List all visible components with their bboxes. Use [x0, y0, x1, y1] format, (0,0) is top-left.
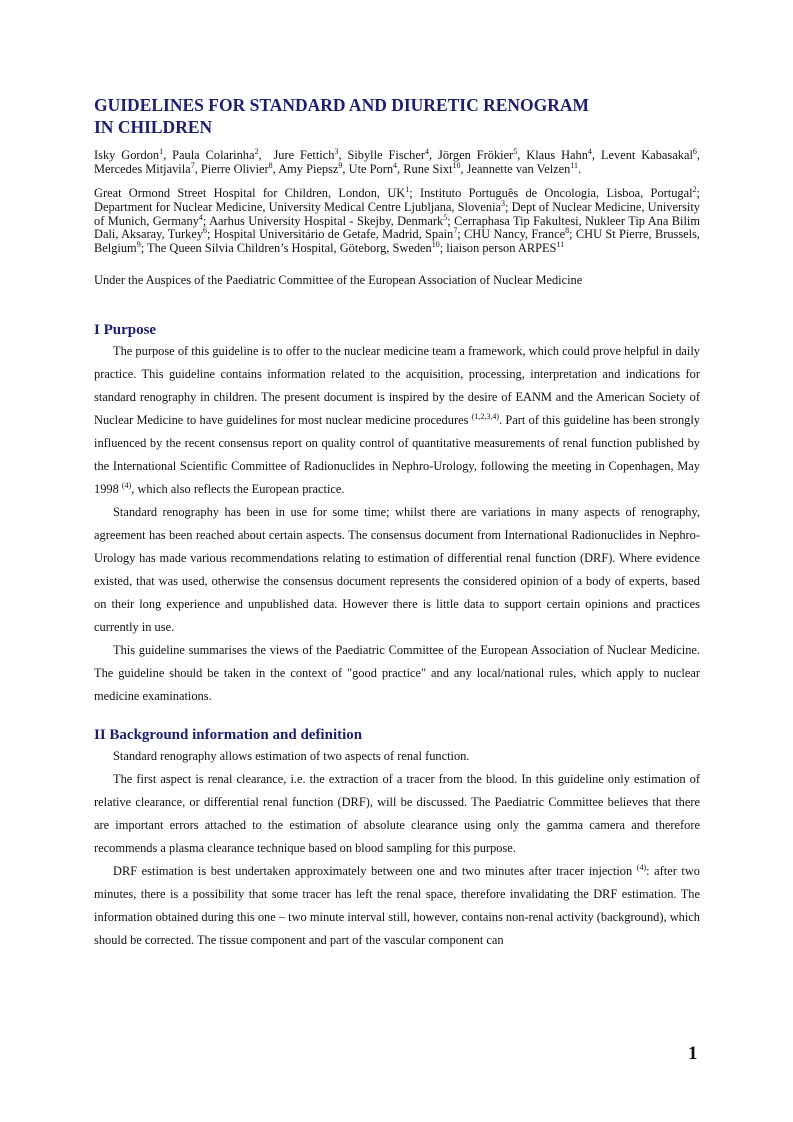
- affiliation-list: [94, 184, 704, 256]
- affiliation: Great Ormond Street Hospital for Children, London, $UK^1$;: [94, 184, 420, 200]
- author: Jörgen Frökier$^5$,: [438, 146, 527, 162]
- affiliation: Hospital Universitário de Getafe, Madrid, Spain$^7$;: [213, 226, 465, 242]
- author: Klaus Hahn$^4$,: [526, 146, 601, 162]
- auspices-note: Under the Auspices of the Paediatric Committee of the European Association of Nuclear Medicine: [94, 272, 583, 287]
- citation: (1,2,3,4): [471, 411, 500, 421]
- paragraph: The first aspect is renal clearance, i.e. the extraction of a tracer from the blood. In this guideline only estimation of relative clearance, or differential renal function (DRF), will be discussed. The Paediatric Committee believes that there are important errors attached to the estimation of absolute clearance using only the gamma camera and therefore recommends a plasma clearance technique based on blood sampling for this purpose.: [94, 771, 700, 855]
- author-list: [94, 146, 704, 176]
- page-number: 1: [688, 1043, 698, 1064]
- affiliation: Instituto Português de Oncologia, Lisboa, Portugal$^2$;: [419, 184, 704, 200]
- author: Amy Piepsz$^9$,: [278, 160, 349, 176]
- paragraph: Standard renography allows estimation of two aspects of renal function.: [113, 748, 470, 763]
- paragraph: DRF estimation is best undertaken approximately between one and two minutes after tracer injection $^{(4)}$: after two minutes, there is a possibility that some tracer has left the renal space, therefore invalidating the DRF estimation. The information obtained during this one – two minute interval still, however, contains non-renal activity (background), which should be corrected. The tissue component and part of the vascular component can: [94, 862, 700, 947]
- author: Jure Fettich$^3$,: [273, 146, 348, 162]
- citation: (4): [121, 480, 132, 490]
- affiliation: liaison person ARPES$^{11}$: [446, 240, 565, 256]
- document-page: [94, 94, 704, 952]
- affiliation: Department for Nuclear Medicine, University Medical Centre Ljubljana, Slovenia$^3$;: [94, 198, 512, 214]
- affiliation: Aarhus University Hospital - Skejby, Denmark$^5$;: [209, 212, 455, 228]
- author: Mercedes Mitjavila$^7$,: [94, 160, 201, 176]
- author: Paula Colarinha$^2$,: [172, 146, 274, 162]
- citation: (4): [636, 862, 647, 872]
- affiliation: CHU Nancy, France$^8$;: [464, 226, 576, 242]
- author: Pierre Olivier$^8$,: [200, 160, 279, 176]
- author: Rune Sixt$^{10}$,: [403, 160, 467, 176]
- affiliation: The Queen Silvia Children’s Hospital, Göteborg, Sweden$^{10}$;: [147, 240, 447, 256]
- author: Sibylle Fischer$^4$,: [347, 146, 438, 162]
- paragraph: The purpose of this guideline is to offer to the nuclear medicine team a framework, which could prove helpful in daily practice. This guideline contains information related to the acquisition, processing, interpretation and indications for standard renography in children. The present document is inspired by the desire of EANM and the American Society of Nuclear Medicine to have guidelines for most nuclear medicine procedures $^{(1,2,3,4)}$. Part of this guideline has been strongly influenced by the recent consensus report on quality control of quantitative measurements of renal function published by the International Scientific Committee of Radionuclides in Nephro-Urology, following the meeting in Copenhagen, May 1998 $^{(4)}$, which also reflects the European practice.: [94, 343, 700, 496]
- section-heading-background: II Background information and definition: [94, 726, 363, 743]
- paragraph: This guideline summarises the views of the Paediatric Committee of the European Association of Nuclear Medicine. The guideline should be taken in the context of "good practice" and any local/national rules, which apply to nuclear medicine examinations.: [94, 642, 700, 703]
- affiliation: CHU St Pierre, Brussels, Belgium$^9$;: [94, 227, 701, 256]
- section-heading-purpose: I Purpose: [94, 321, 157, 338]
- author: Isky Gordon$^1$,: [94, 146, 173, 162]
- author: Jeannette van Velzen$^{11}$.: [466, 160, 582, 176]
- affiliation: Cerraphasa Tip Fakultesi, Nukleer Tip Ana Bilim Dali, Aksaray, Turkey$^6$;: [94, 213, 701, 242]
- author: Ute Porn$^4$,: [348, 160, 404, 176]
- document-title: GUIDELINES FOR STANDARD AND DIURETIC RENOGRAM IN CHILDREN: [94, 95, 590, 137]
- affiliation: Dept of Nuclear Medicine, University of Munich, Germany$^4$;: [94, 199, 700, 228]
- author: Levent Kabasakal$^6$,: [600, 146, 704, 162]
- paragraph: Standard renography has been in use for some time; whilst there are variations in many aspects of renography, agreement has been reached about certain aspects. The consensus document from International Radionuclides in Nephro-Urology has made various recommendations relating to estimation of differential renal function (DRF). Where evidence existed, that was used, otherwise the consensus document represents the considered opinion of a body of experts, based on their long experience and unpublished data. However there is little data to support certain opinions and practices currently in use.: [94, 504, 700, 634]
